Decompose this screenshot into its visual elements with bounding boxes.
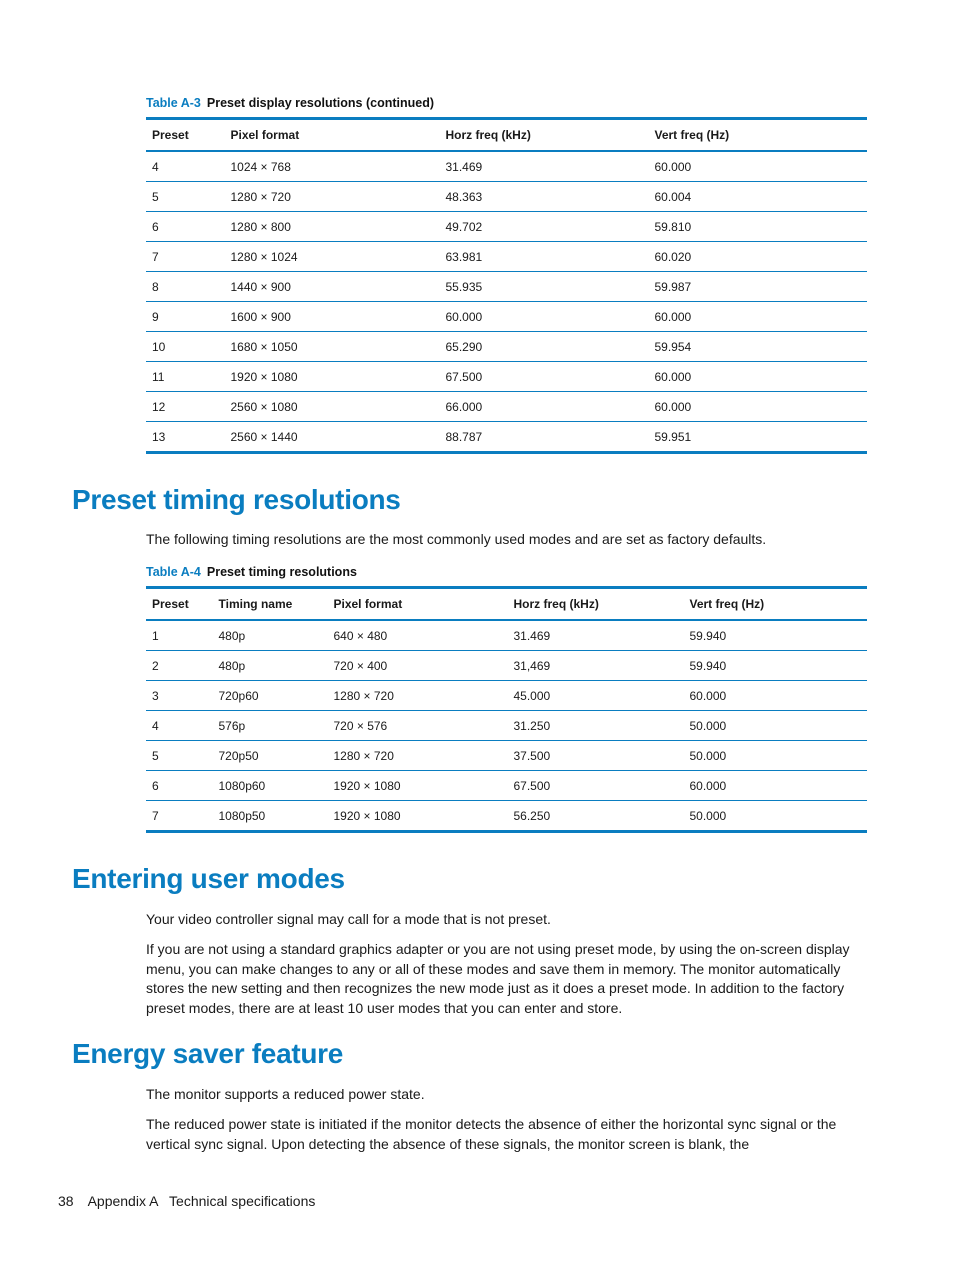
table-cell: 31,469 xyxy=(507,651,683,681)
column-header: Preset xyxy=(146,119,224,152)
table-cell: 60.000 xyxy=(648,392,867,422)
table-a4 xyxy=(146,586,867,833)
table-cell: 59.940 xyxy=(683,620,867,651)
table-cell: 59.940 xyxy=(683,651,867,681)
table-header-row xyxy=(146,119,867,152)
table-a4-caption xyxy=(146,565,357,579)
table-row xyxy=(146,242,867,272)
table-row xyxy=(146,332,867,362)
section-heading-energy-saver: Energy saver feature xyxy=(72,1038,344,1069)
table-cell: 5 xyxy=(146,182,224,212)
table-cell: 720 × 400 xyxy=(327,651,507,681)
table-cell: 7 xyxy=(146,242,224,272)
table-cell: 480p xyxy=(212,620,327,651)
table-cell: 4 xyxy=(146,711,212,741)
table-a4-number: Table A-4 xyxy=(146,565,201,579)
table-cell: 50.000 xyxy=(683,801,867,832)
table-cell: 6 xyxy=(146,212,224,242)
table-cell: 60.004 xyxy=(648,182,867,212)
table-cell: 1440 × 900 xyxy=(224,272,439,302)
user-modes-paragraph-2: If you are not using a standard graphics adapter or you are not using preset mode, by using the on-screen display menu, you can make changes to any or all of these modes and save them in memory. The monitor automatically stores the new setting and then recognizes the new mode just as it does a preset mode. In addition to the factory preset modes, there are at least 10 user modes that you can enter and store. xyxy=(146,941,850,1016)
table-cell: 59.987 xyxy=(648,272,867,302)
column-header: Preset xyxy=(146,588,212,621)
section-heading-preset-timing: Preset timing resolutions xyxy=(72,484,401,515)
table-cell: 59.954 xyxy=(648,332,867,362)
table-row xyxy=(146,741,867,771)
table-cell: 60.000 xyxy=(683,771,867,801)
table-row xyxy=(146,651,867,681)
table-row xyxy=(146,392,867,422)
table-cell: 3 xyxy=(146,681,212,711)
table-cell: 2 xyxy=(146,651,212,681)
page-number: 38 xyxy=(58,1193,74,1209)
table-cell: 65.290 xyxy=(439,332,648,362)
table-cell: 480p xyxy=(212,651,327,681)
table-row xyxy=(146,422,867,453)
table-cell: 31.250 xyxy=(507,711,683,741)
table-row xyxy=(146,212,867,242)
table-cell: 4 xyxy=(146,151,224,182)
table-a3-number: Table A-3 xyxy=(146,96,201,110)
table-cell: 1920 × 1080 xyxy=(327,771,507,801)
table-cell: 720p60 xyxy=(212,681,327,711)
energy-saver-paragraph-2: The reduced power state is initiated if the monitor detects the absence of either the horizontal sync signal or the vertical sync signal. Upon detecting the absence of these signals, the monitor screen is blank, the xyxy=(146,1116,837,1152)
table-cell: 9 xyxy=(146,302,224,332)
table-cell: 37.500 xyxy=(507,741,683,771)
table-cell: 2560 × 1440 xyxy=(224,422,439,453)
table-cell: 1 xyxy=(146,620,212,651)
footer-chapter-title: Appendix A Technical specifications xyxy=(87,1193,316,1209)
table-cell: 1080p50 xyxy=(212,801,327,832)
table-cell: 1280 × 800 xyxy=(224,212,439,242)
table-cell: 7 xyxy=(146,801,212,832)
user-modes-paragraph-1: Your video controller signal may call for a mode that is not preset. xyxy=(146,911,551,927)
table-cell: 50.000 xyxy=(683,741,867,771)
table-cell: 56.250 xyxy=(507,801,683,832)
column-header: Vert freq (Hz) xyxy=(648,119,867,152)
column-header: Pixel format xyxy=(224,119,439,152)
table-cell: 13 xyxy=(146,422,224,453)
table-cell: 67.500 xyxy=(439,362,648,392)
table-cell: 12 xyxy=(146,392,224,422)
table-cell: 45.000 xyxy=(507,681,683,711)
table-a3-caption xyxy=(146,96,434,110)
table-cell: 1280 × 1024 xyxy=(224,242,439,272)
energy-saver-paragraph-1: The monitor supports a reduced power state. xyxy=(146,1086,425,1102)
table-cell: 66.000 xyxy=(439,392,648,422)
table-cell: 2560 × 1080 xyxy=(224,392,439,422)
table-cell: 11 xyxy=(146,362,224,392)
table-a4-title: Preset timing resolutions xyxy=(206,565,357,579)
table-cell: 31.469 xyxy=(507,620,683,651)
table-cell: 1280 × 720 xyxy=(327,681,507,711)
table-cell: 1920 × 1080 xyxy=(224,362,439,392)
column-header: Pixel format xyxy=(327,588,507,621)
table-row xyxy=(146,362,867,392)
table-row xyxy=(146,771,867,801)
table-cell: 48.363 xyxy=(439,182,648,212)
table-cell: 50.000 xyxy=(683,711,867,741)
column-header: Vert freq (Hz) xyxy=(683,588,867,621)
table-cell: 1680 × 1050 xyxy=(224,332,439,362)
table-cell: 60.000 xyxy=(439,302,648,332)
table-cell: 8 xyxy=(146,272,224,302)
column-header: Horz freq (kHz) xyxy=(439,119,648,152)
table-header-row xyxy=(146,588,867,621)
table-cell: 720p50 xyxy=(212,741,327,771)
table-row xyxy=(146,182,867,212)
table-cell: 640 × 480 xyxy=(327,620,507,651)
table-row xyxy=(146,620,867,651)
table-cell: 31.469 xyxy=(439,151,648,182)
page-footer xyxy=(58,1193,329,1209)
table-cell: 576p xyxy=(212,711,327,741)
preset-timing-intro: The following timing resolutions are the most commonly used modes and are set as factory defaults. xyxy=(146,531,767,547)
table-row xyxy=(146,711,867,741)
table-cell: 1280 × 720 xyxy=(327,741,507,771)
table-cell: 6 xyxy=(146,771,212,801)
table-cell: 88.787 xyxy=(439,422,648,453)
table-row xyxy=(146,151,867,182)
table-cell: 60.000 xyxy=(648,302,867,332)
table-cell: 60.000 xyxy=(648,362,867,392)
table-cell: 1280 × 720 xyxy=(224,182,439,212)
table-cell: 59.810 xyxy=(648,212,867,242)
table-a3 xyxy=(146,117,867,454)
table-row xyxy=(146,302,867,332)
table-cell: 1600 × 900 xyxy=(224,302,439,332)
section-heading-user-modes: Entering user modes xyxy=(72,863,345,894)
table-cell: 60.020 xyxy=(648,242,867,272)
table-cell: 59.951 xyxy=(648,422,867,453)
table-cell: 55.935 xyxy=(439,272,648,302)
table-cell: 60.000 xyxy=(648,151,867,182)
column-header: Timing name xyxy=(212,588,327,621)
table-cell: 10 xyxy=(146,332,224,362)
table-cell: 1080p60 xyxy=(212,771,327,801)
table-cell: 5 xyxy=(146,741,212,771)
table-cell: 60.000 xyxy=(683,681,867,711)
table-row xyxy=(146,272,867,302)
table-cell: 63.981 xyxy=(439,242,648,272)
table-a3-title: Preset display resolutions (continued) xyxy=(206,96,434,110)
table-row xyxy=(146,801,867,832)
column-header: Horz freq (kHz) xyxy=(507,588,683,621)
table-cell: 1920 × 1080 xyxy=(327,801,507,832)
table-cell: 49.702 xyxy=(439,212,648,242)
table-cell: 720 × 576 xyxy=(327,711,507,741)
table-cell: 1024 × 768 xyxy=(224,151,439,182)
table-cell: 67.500 xyxy=(507,771,683,801)
table-row xyxy=(146,681,867,711)
